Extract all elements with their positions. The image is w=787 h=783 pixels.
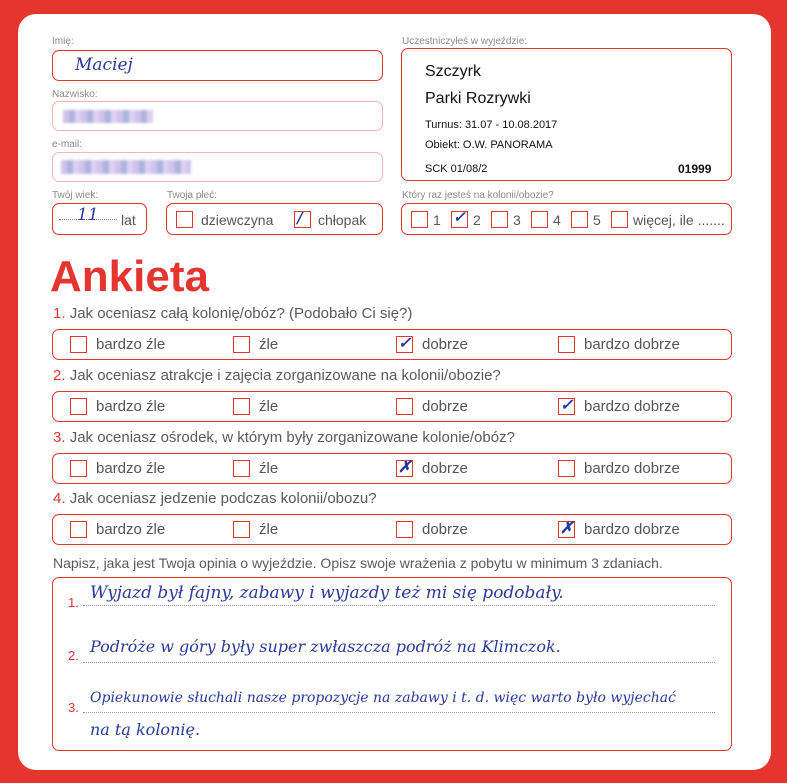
raz-2-label: 2 xyxy=(473,212,481,228)
raz-3-checkbox[interactable] xyxy=(491,211,508,228)
question-number: 3. xyxy=(53,429,66,446)
wiek-suffix: lat xyxy=(121,212,136,228)
opinion-prompt: Napisz, jaka jest Twoja opinia o wyjeździe. Opisz swoje wrażenia z pobytu w minimum 3 zdaniach. xyxy=(53,555,663,571)
checkmark-icon: ✗ xyxy=(398,457,412,476)
q3-option-1-checkbox[interactable] xyxy=(70,460,87,477)
nazwisko-redacted xyxy=(63,110,153,123)
trip-box xyxy=(401,48,732,181)
q2-option-1-label: bardzo źle xyxy=(96,398,166,415)
writing-line xyxy=(83,662,715,663)
trip-obiekt: Obiekt: O.W. PANORAMA xyxy=(425,139,553,151)
q4-option-3-checkbox[interactable] xyxy=(396,521,413,538)
ktory-raz-field xyxy=(401,203,732,235)
q1-option-2-checkbox[interactable] xyxy=(233,336,250,353)
q2-option-2-checkbox[interactable] xyxy=(233,398,250,415)
q2-option-4-checkbox[interactable] xyxy=(558,395,575,415)
q1-option-3-checkbox[interactable] xyxy=(396,333,413,353)
trip-code: SCK 01/08/2 xyxy=(425,163,488,175)
opinion-line-1: Wyjazd był fajny, zabawy i wyjazdy też mi się podobały. xyxy=(90,583,564,603)
q3-option-4-label: bardzo dobrze xyxy=(584,460,680,477)
q4-option-1-checkbox[interactable] xyxy=(70,521,87,538)
q4-option-4-checkbox[interactable] xyxy=(558,518,575,538)
q3-option-3-label: dobrze xyxy=(422,460,468,477)
question-label: Jak oceniasz całą kolonię/obóz? (Podobało Ci się?) xyxy=(69,305,413,322)
wiek-label: Twój wiek: xyxy=(52,190,99,201)
wiek-field[interactable] xyxy=(52,203,147,235)
q2-option-4-label: bardzo dobrze xyxy=(584,398,680,415)
chlopak-label: chłopak xyxy=(318,212,367,228)
checkmark-icon: ✓ xyxy=(560,395,574,414)
question-4-text xyxy=(53,490,377,507)
imie-label: Imię: xyxy=(52,36,74,47)
q4-option-2-label: źle xyxy=(259,521,279,538)
q3-option-2-label: źle xyxy=(259,460,279,477)
trip-turnus: Turnus: 31.07 - 10.08.2017 xyxy=(425,119,558,131)
writing-line xyxy=(83,605,715,606)
raz-4-label: 4 xyxy=(553,212,561,228)
opinion-number-1: 1. xyxy=(68,595,79,610)
opinion-line-2: Podróże w góry były super zwłaszcza podróż na Klimczok. xyxy=(90,637,561,656)
imie-field[interactable] xyxy=(52,50,383,81)
checkmark-icon: ✗ xyxy=(560,518,574,537)
email-field[interactable] xyxy=(52,152,383,182)
q4-option-1-label: bardzo źle xyxy=(96,521,166,538)
opinion-number-3: 3. xyxy=(68,700,79,715)
ktory-raz-label: Który raz jesteś na kolonii/obozie? xyxy=(402,190,554,201)
chlopak-checkbox[interactable] xyxy=(294,211,311,228)
raz-1-checkbox[interactable] xyxy=(411,211,428,228)
question-label: Jak oceniasz ośrodek, w którym były zorganizowane kolonie/obóz? xyxy=(69,429,515,446)
writing-line xyxy=(83,712,715,713)
raz-2-checkbox[interactable] xyxy=(451,208,468,228)
checkmark-icon: ✓ xyxy=(453,208,466,226)
trip-name: Parki Rozrywki xyxy=(425,90,531,107)
q4-option-3-label: dobrze xyxy=(422,521,468,538)
raz-3-label: 3 xyxy=(513,212,521,228)
question-3-text xyxy=(53,429,515,446)
email-redacted xyxy=(61,160,191,174)
raz-wiecej-checkbox[interactable] xyxy=(611,211,628,228)
raz-1-label: 1 xyxy=(433,212,441,228)
q3-option-2-checkbox[interactable] xyxy=(233,460,250,477)
plec-field xyxy=(166,203,383,235)
question-number: 4. xyxy=(53,490,66,507)
raz-5-label: 5 xyxy=(593,212,601,228)
question-2-text xyxy=(53,367,501,384)
q3-option-4-checkbox[interactable] xyxy=(558,460,575,477)
q2-option-3-label: dobrze xyxy=(422,398,468,415)
checkmark-icon: / xyxy=(297,209,303,227)
q1-option-4-checkbox[interactable] xyxy=(558,336,575,353)
nazwisko-field[interactable] xyxy=(52,101,383,131)
question-number: 2. xyxy=(53,367,66,384)
q3-option-3-checkbox[interactable] xyxy=(396,457,413,477)
plec-label: Twoja płeć: xyxy=(167,190,218,201)
opinion-line-3: Opiekunowie słuchali nasze propozycje na zabawy i t. d. więc warto było wyjechać xyxy=(90,690,676,706)
dziewczyna-checkbox[interactable] xyxy=(176,211,193,228)
raz-wiecej-label: więcej, ile ....... xyxy=(633,212,725,228)
q2-option-2-label: źle xyxy=(259,398,279,415)
imie-value: Maciej xyxy=(75,55,133,75)
q3-option-1-label: bardzo źle xyxy=(96,460,166,477)
trip-number: 01999 xyxy=(678,162,712,176)
q4-option-4-label: bardzo dobrze xyxy=(584,521,680,538)
opinion-number-2: 2. xyxy=(68,648,79,663)
email-label: e-mail: xyxy=(52,139,83,150)
question-1-text xyxy=(53,305,412,322)
q2-option-3-checkbox[interactable] xyxy=(396,398,413,415)
q1-option-1-checkbox[interactable] xyxy=(70,336,87,353)
question-number: 1. xyxy=(53,305,66,322)
opinion-line-4: na tą kolonię. xyxy=(90,720,201,739)
raz-5-checkbox[interactable] xyxy=(571,211,588,228)
q1-option-4-label: bardzo dobrze xyxy=(584,336,680,353)
q1-option-2-label: źle xyxy=(259,336,279,353)
trip-location: Szczyrk xyxy=(425,63,481,80)
q4-option-2-checkbox[interactable] xyxy=(233,521,250,538)
nazwisko-label: Nazwisko: xyxy=(52,89,98,100)
checkmark-icon: ✓ xyxy=(398,333,412,352)
page-title: Ankieta xyxy=(50,252,209,301)
q2-option-1-checkbox[interactable] xyxy=(70,398,87,415)
q1-option-3-label: dobrze xyxy=(422,336,468,353)
question-label: Jak oceniasz jedzenie podczas kolonii/obozu? xyxy=(69,490,377,507)
uczestniczyles-label: Uczestniczyłeś w wyjeździe: xyxy=(402,36,528,47)
q1-option-1-label: bardzo źle xyxy=(96,336,166,353)
question-label: Jak oceniasz atrakcje i zajęcia zorganizowane na kolonii/obozie? xyxy=(69,367,501,384)
raz-4-checkbox[interactable] xyxy=(531,211,548,228)
dziewczyna-label: dziewczyna xyxy=(201,212,274,228)
wiek-value: 11 xyxy=(77,205,99,225)
